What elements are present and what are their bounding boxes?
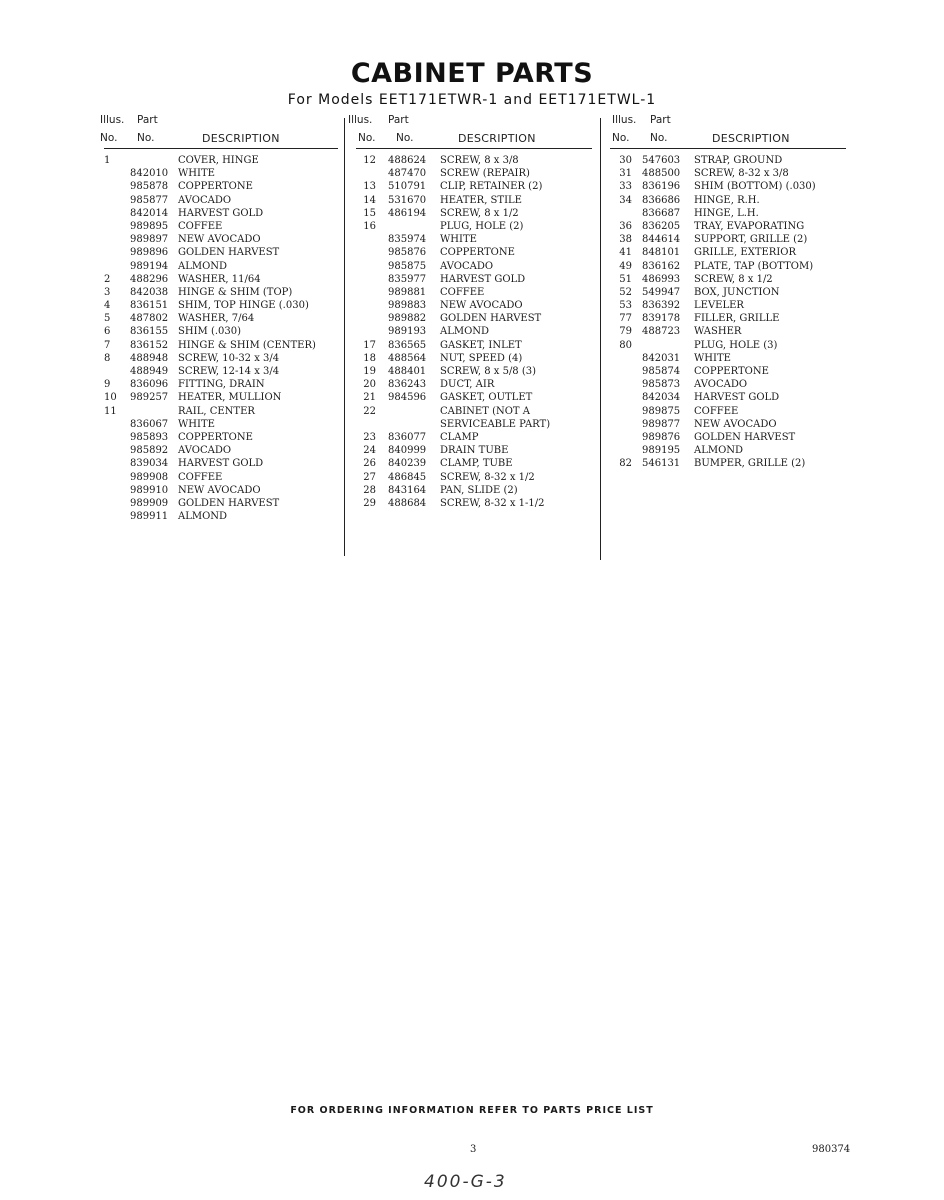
part-number: 842034 (642, 392, 681, 404)
part-number: 989875 (642, 405, 681, 417)
header-part: Part (137, 114, 158, 126)
part-number: 835977 (388, 273, 427, 285)
part-number: 836686 (642, 194, 681, 206)
illus-number: 28 (363, 484, 376, 496)
part-description: HARVEST GOLD (178, 458, 264, 470)
part-number: 985876 (388, 247, 427, 259)
part-number: 836152 (130, 339, 169, 351)
illus-number: 12 (363, 155, 376, 166)
part-description: STRAP, GROUND (694, 155, 783, 166)
part-description: SCREW, 8-32 x 1/2 (440, 471, 535, 483)
part-number: 487802 (130, 313, 169, 325)
illus-number: 20 (363, 379, 376, 391)
document-number: 980374 (812, 1144, 851, 1155)
part-description: SUPPORT, GRILLE (2) (694, 234, 808, 246)
part-description: WASHER (694, 326, 742, 338)
header-rule (104, 148, 338, 149)
page-number: 3 (470, 1144, 477, 1155)
header-part-no: No. (137, 132, 155, 144)
part-number: 488296 (130, 273, 169, 285)
part-number: 842031 (642, 352, 681, 364)
part-number: 842038 (130, 286, 169, 298)
part-description: HINGE & SHIM (TOP) (178, 286, 293, 298)
part-description: COFFEE (178, 471, 223, 483)
parts-column-1 (100, 112, 338, 523)
illus-number: 21 (363, 392, 376, 404)
illus-number: 2 (104, 273, 111, 285)
part-number: 488624 (388, 155, 427, 166)
part-description: HEATER, MULLION (178, 392, 282, 404)
part-description: SCREW, 10-32 x 3/4 (178, 352, 280, 364)
header-illus-no: No. (100, 132, 118, 144)
header-description: DESCRIPTION (458, 132, 536, 145)
part-number: 531670 (388, 194, 427, 206)
part-number: 989896 (130, 247, 169, 259)
part-number: 989897 (130, 234, 169, 246)
illus-number: 34 (619, 194, 632, 206)
part-description: SERVICEABLE PART) (440, 418, 551, 430)
model-subtitle: For Models EET171ETWR-1 and EET171ETWL-1 (287, 92, 657, 108)
illus-number: 80 (619, 339, 632, 351)
part-description: GRILLE, EXTERIOR (694, 247, 797, 259)
part-description: PLUG, HOLE (3) (694, 339, 778, 351)
part-description: COPPERTONE (440, 247, 515, 259)
part-description: GASKET, OUTLET (440, 392, 533, 404)
parts-column-3 (610, 112, 846, 470)
illus-number: 49 (619, 260, 632, 272)
part-description: COPPERTONE (178, 181, 253, 193)
part-number: 836392 (642, 300, 681, 312)
illus-number: 31 (619, 168, 632, 180)
part-description: SHIM (.030) (178, 326, 242, 338)
header-illus: Illus. (612, 114, 637, 126)
part-number: 985874 (642, 366, 681, 377)
part-number: 844614 (642, 234, 681, 246)
part-description: SHIM, TOP HINGE (.030) (178, 300, 309, 312)
part-description: ALMOND (694, 445, 744, 457)
part-number: 989882 (388, 313, 427, 325)
part-number: 989910 (130, 484, 169, 496)
part-number: 985892 (130, 445, 169, 457)
header-illus-no: No. (612, 132, 630, 144)
part-number: 836067 (130, 418, 169, 430)
column-header (348, 112, 596, 148)
part-number: 989257 (130, 392, 169, 404)
part-description: WASHER, 11/64 (178, 273, 261, 285)
column-header (610, 112, 846, 148)
illus-number: 79 (619, 326, 632, 338)
illus-number: 30 (619, 155, 632, 166)
part-number: 984596 (388, 392, 427, 404)
part-description: COVER, HINGE (178, 155, 259, 166)
part-number: 842014 (130, 207, 169, 219)
illus-number: 26 (363, 458, 376, 470)
part-description: WHITE (178, 418, 215, 430)
part-description: FITTING, DRAIN (178, 379, 265, 391)
illus-number: 41 (619, 247, 632, 259)
header-description: DESCRIPTION (202, 132, 280, 145)
illus-number: 19 (363, 366, 376, 377)
part-number: 989876 (642, 431, 681, 443)
part-description: SCREW, 8-32 x 1-1/2 (440, 497, 545, 509)
part-number: 985878 (130, 181, 169, 193)
illus-number: 11 (104, 405, 117, 417)
part-description: AVOCADO (178, 445, 232, 457)
part-description: WHITE (178, 168, 215, 180)
part-description: SHIM (BOTTOM) (.030) (694, 181, 816, 193)
illus-number: 1 (104, 155, 111, 166)
part-number: 510791 (388, 181, 427, 193)
part-description: AVOCADO (178, 194, 232, 206)
part-description: HINGE & SHIM (CENTER) (178, 339, 316, 351)
header-rule (610, 148, 846, 149)
part-description: GOLDEN HARVEST (178, 497, 280, 509)
column-divider (600, 118, 601, 560)
part-number: 989877 (642, 418, 681, 430)
part-description: HINGE, L.H. (694, 207, 759, 219)
part-number: 989895 (130, 220, 169, 232)
illus-number: 3 (104, 286, 111, 298)
handwritten-note: 400-G-3 (424, 1172, 507, 1192)
part-description: SCREW (REPAIR) (440, 168, 530, 180)
page-title: CABINET PARTS (350, 58, 594, 89)
illus-number: 14 (363, 194, 376, 206)
part-description: SCREW, 8 x 1/2 (440, 207, 519, 219)
part-description: DUCT, AIR (440, 379, 495, 391)
part-description: DRAIN TUBE (440, 445, 509, 457)
part-description: CABINET (NOT A (440, 405, 530, 417)
illus-number: 5 (104, 313, 111, 325)
part-number: 488949 (130, 366, 169, 377)
part-description: NEW AVOCADO (440, 300, 523, 312)
part-number: 985875 (388, 260, 427, 272)
part-description: HARVEST GOLD (694, 392, 780, 404)
part-number: 843164 (388, 484, 427, 496)
part-description: BOX, JUNCTION (694, 286, 780, 298)
part-number: 836196 (642, 181, 681, 193)
illus-number: 8 (104, 352, 111, 364)
illus-number: 22 (363, 405, 376, 417)
part-number: 549947 (642, 286, 681, 298)
header-illus: Illus. (348, 114, 373, 126)
part-description: NEW AVOCADO (178, 234, 261, 246)
illus-number: 18 (363, 352, 376, 364)
illus-number: 13 (363, 181, 376, 193)
illus-number: 9 (104, 379, 111, 391)
ordering-note: FOR ORDERING INFORMATION REFER TO PARTS PRICE LIST (290, 1105, 654, 1116)
part-description: NEW AVOCADO (178, 484, 261, 496)
column-header (100, 112, 338, 148)
part-description: SCREW, 8 x 1/2 (694, 273, 773, 285)
illus-number: 23 (363, 431, 376, 443)
part-description: RAIL, CENTER (178, 405, 255, 417)
part-description: BUMPER, GRILLE (2) (694, 458, 806, 470)
part-description: COPPERTONE (694, 366, 769, 377)
part-number: 989194 (130, 260, 169, 272)
part-description: GOLDEN HARVEST (178, 247, 280, 259)
part-number: 840239 (388, 458, 427, 470)
illus-number: 36 (619, 220, 632, 232)
part-description: TRAY, EVAPORATING (694, 220, 805, 232)
part-description: HARVEST GOLD (440, 273, 526, 285)
part-number: 488500 (642, 168, 681, 180)
header-description: DESCRIPTION (712, 132, 790, 145)
part-number: 836205 (642, 220, 681, 232)
part-number: 835974 (388, 234, 427, 246)
part-number: 836243 (388, 379, 427, 391)
part-number: 488723 (642, 326, 681, 338)
part-description: WASHER, 7/64 (178, 313, 255, 325)
part-number: 985893 (130, 431, 169, 443)
illus-number: 33 (619, 181, 632, 193)
part-description: SCREW, 8 x 5/8 (3) (440, 366, 537, 377)
part-number: 842010 (130, 168, 169, 180)
part-description: AVOCADO (694, 379, 748, 391)
illus-number: 15 (363, 207, 376, 219)
part-description: ALMOND (440, 326, 490, 338)
part-description: COFFEE (178, 220, 223, 232)
part-number: 836151 (130, 300, 169, 312)
part-number: 547603 (642, 155, 681, 166)
part-description: ALMOND (178, 511, 228, 523)
illus-number: 82 (619, 458, 632, 470)
part-description: PAN, SLIDE (2) (440, 484, 518, 496)
illus-number: 51 (619, 273, 632, 285)
part-number: 839034 (130, 458, 169, 470)
part-number: 989881 (388, 286, 427, 298)
part-description: COFFEE (440, 286, 485, 298)
part-number: 985877 (130, 194, 169, 206)
part-number: 989911 (130, 511, 169, 523)
illus-number: 10 (104, 392, 117, 404)
part-number: 840999 (388, 445, 427, 457)
illus-number: 29 (363, 497, 376, 509)
illus-number: 53 (619, 300, 632, 312)
illus-number: 7 (104, 339, 111, 351)
part-number: 488564 (388, 352, 427, 364)
part-number: 989908 (130, 471, 169, 483)
part-number: 488948 (130, 352, 169, 364)
part-description: CLIP, RETAINER (2) (440, 181, 543, 193)
illus-number: 38 (619, 234, 632, 246)
part-description: GOLDEN HARVEST (440, 313, 542, 325)
part-number: 989909 (130, 497, 169, 509)
part-description: GASKET, INLET (440, 339, 522, 351)
header-part: Part (650, 114, 671, 126)
part-number: 836077 (388, 431, 427, 443)
part-number: 486993 (642, 273, 681, 285)
part-number: 488684 (388, 497, 427, 509)
illus-number: 17 (363, 339, 376, 351)
part-number: 487470 (388, 168, 427, 180)
illus-number: 4 (104, 300, 111, 312)
part-description: SCREW, 8 x 3/8 (440, 155, 519, 166)
part-number: 985873 (642, 379, 681, 391)
parts-column-2 (348, 112, 596, 509)
part-number: 546131 (642, 458, 681, 470)
illus-number: 24 (363, 445, 376, 457)
part-number: 836155 (130, 326, 169, 338)
part-number: 836162 (642, 260, 681, 272)
part-number: 989883 (388, 300, 427, 312)
part-number: 486845 (388, 471, 427, 483)
header-part: Part (388, 114, 409, 126)
part-number: 989193 (388, 326, 427, 338)
part-description: FILLER, GRILLE (694, 313, 780, 325)
part-description: AVOCADO (440, 260, 494, 272)
part-number: 836096 (130, 379, 169, 391)
header-part-no: No. (650, 132, 668, 144)
part-description: ALMOND (178, 260, 228, 272)
part-description: HINGE, R.H. (694, 194, 760, 206)
part-number: 839178 (642, 313, 681, 325)
part-description: NEW AVOCADO (694, 418, 777, 430)
part-number: 836687 (642, 207, 681, 219)
column-divider (344, 118, 345, 556)
part-description: HARVEST GOLD (178, 207, 264, 219)
header-rule (356, 148, 592, 149)
part-description: LEVELER (694, 300, 744, 312)
part-description: WHITE (440, 234, 477, 246)
part-description: CLAMP, TUBE (440, 458, 513, 470)
part-description: COFFEE (694, 405, 739, 417)
part-number: 848101 (642, 247, 681, 259)
part-number: 486194 (388, 207, 427, 219)
header-part-no: No. (396, 132, 414, 144)
part-description: HEATER, STILE (440, 194, 522, 206)
part-number: 989195 (642, 445, 681, 457)
illus-number: 27 (363, 471, 376, 483)
part-description: PLATE, TAP (BOTTOM) (694, 260, 814, 272)
part-description: NUT, SPEED (4) (440, 352, 523, 364)
part-number: 488401 (388, 366, 427, 377)
part-description: CLAMP (440, 431, 479, 443)
part-description: COPPERTONE (178, 431, 253, 443)
part-description: GOLDEN HARVEST (694, 431, 796, 443)
part-description: PLUG, HOLE (2) (440, 220, 524, 232)
part-number: 836565 (388, 339, 427, 351)
illus-number: 16 (363, 220, 376, 232)
header-illus-no: No. (358, 132, 376, 144)
illus-number: 6 (104, 326, 111, 338)
part-description: SCREW, 12-14 x 3/4 (178, 366, 280, 377)
part-description: WHITE (694, 352, 731, 364)
illus-number: 77 (619, 313, 632, 325)
illus-number: 52 (619, 286, 632, 298)
header-illus: Illus. (100, 114, 125, 126)
part-description: SCREW, 8-32 x 3/8 (694, 168, 789, 180)
